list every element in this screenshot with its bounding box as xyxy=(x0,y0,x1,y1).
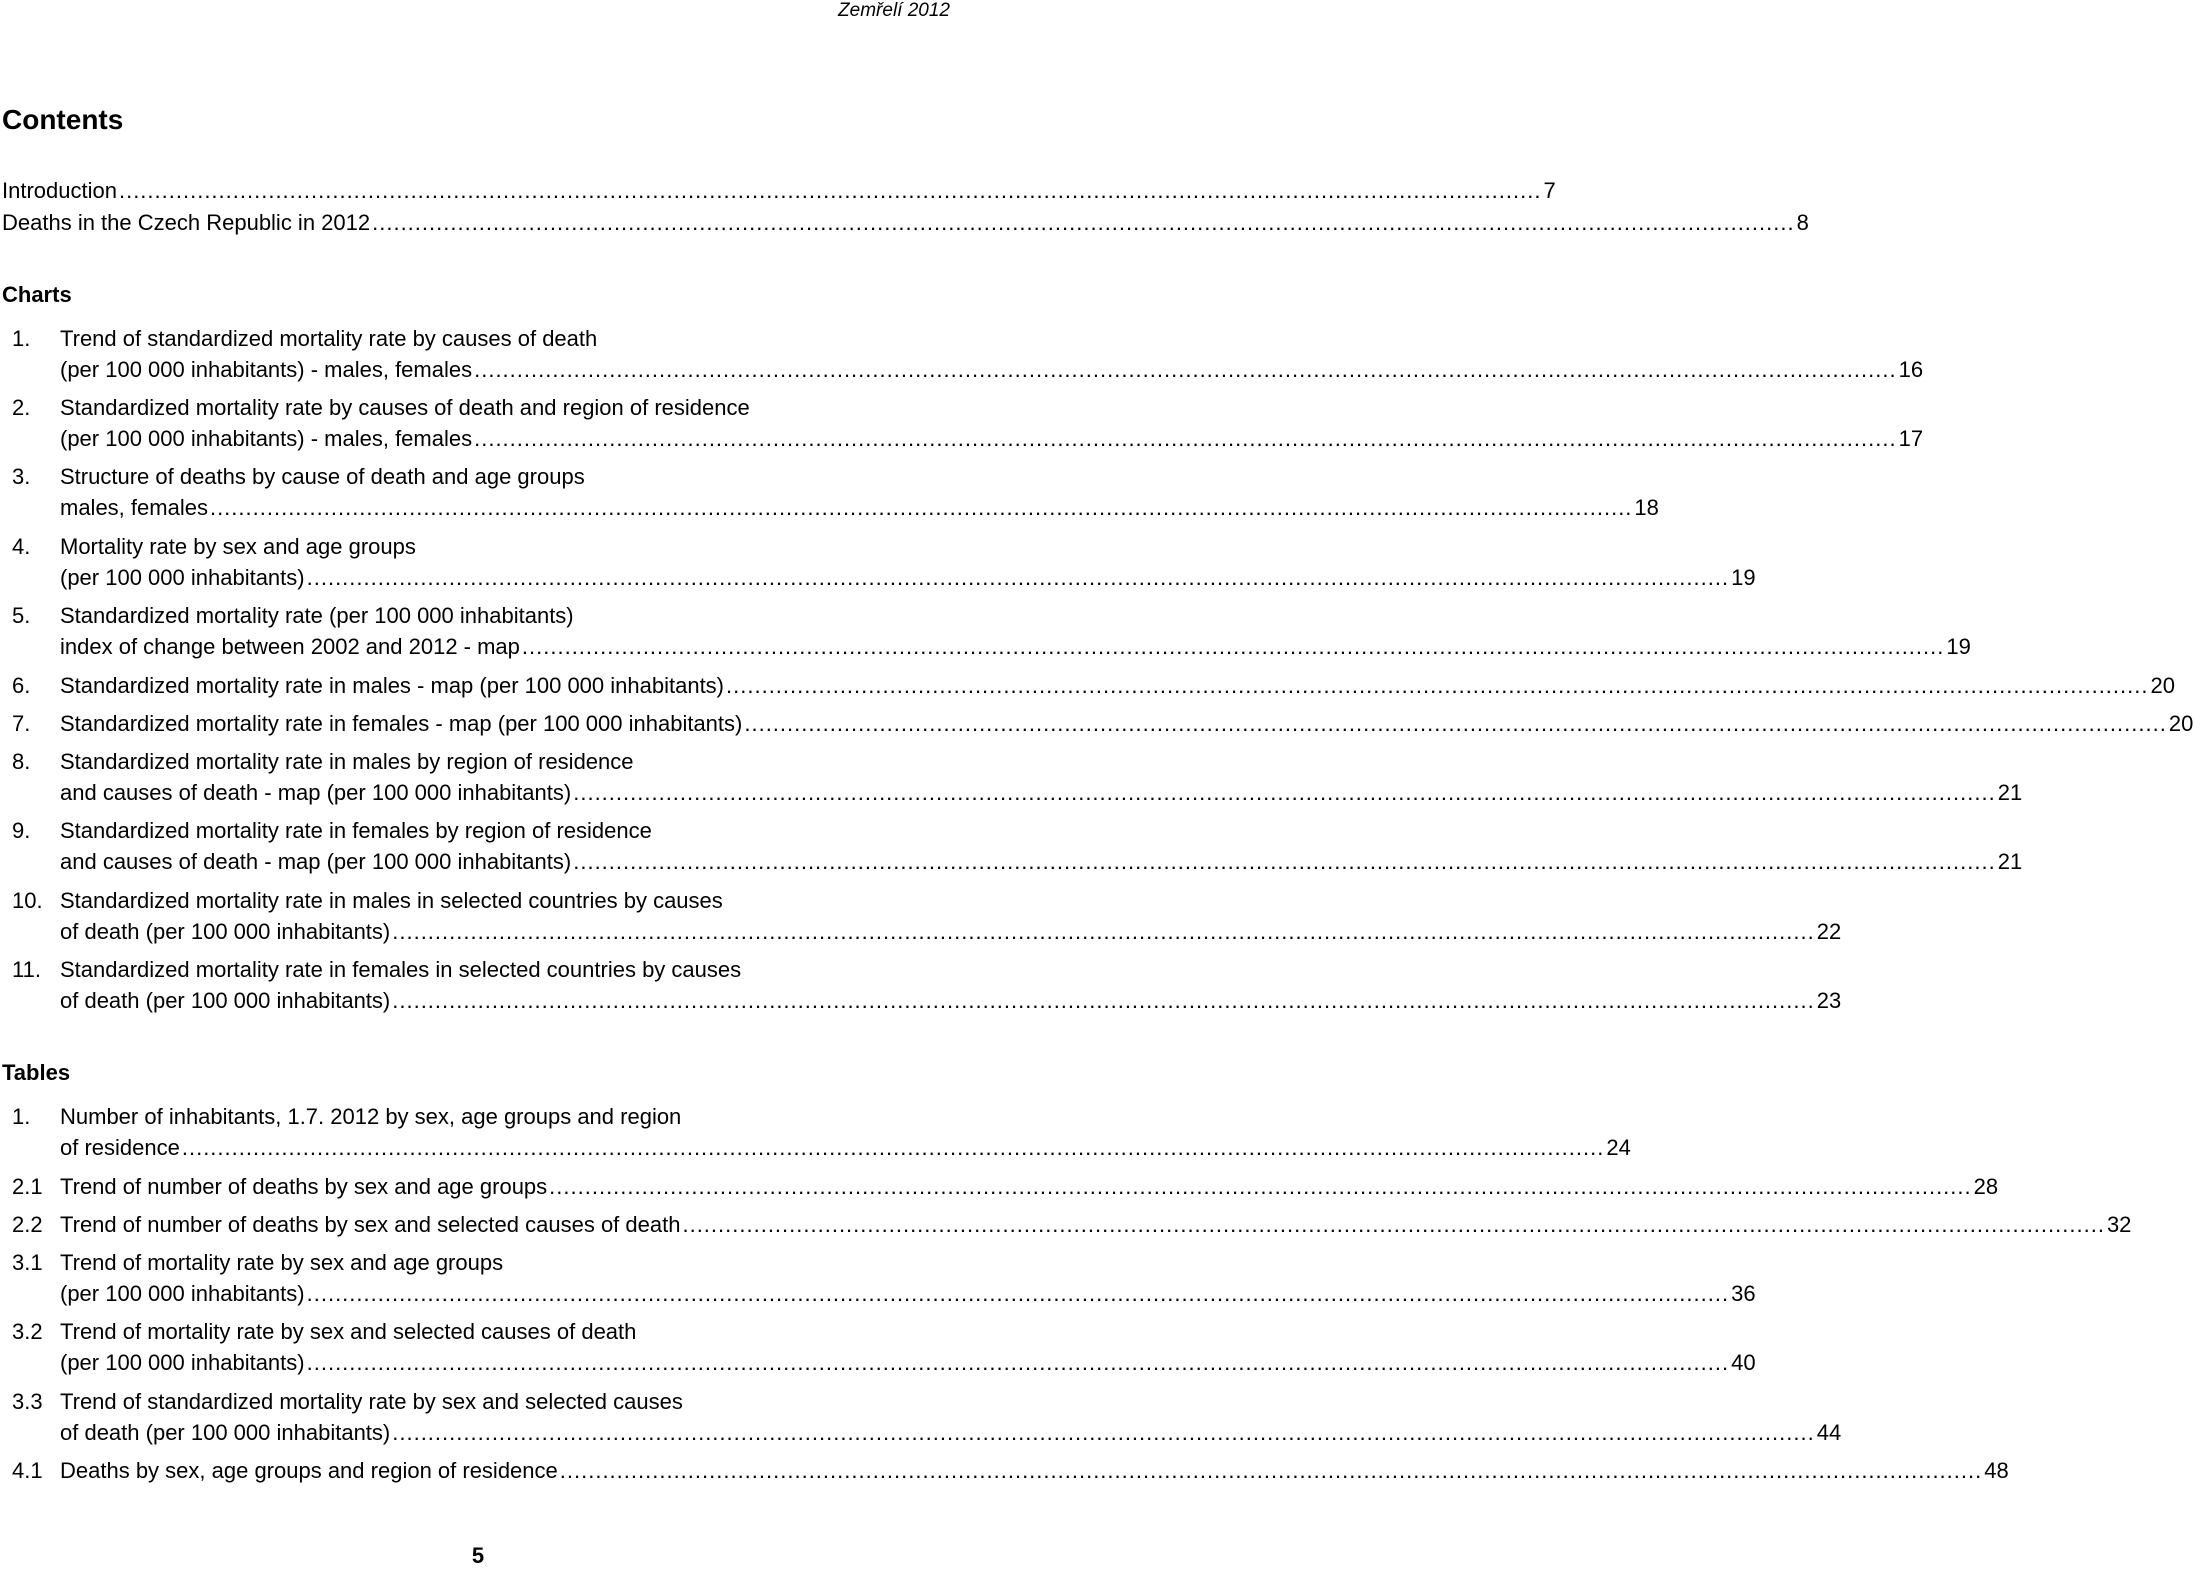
toc-entry-number: 2. xyxy=(12,395,31,420)
toc-entry-title: Standardized mortality rate in males - map (per 100 000 inhabitants) xyxy=(60,673,725,698)
toc-entry-page: 20 xyxy=(2168,711,2193,736)
toc-entry-line xyxy=(0,746,956,778)
toc-entry-title: (per 100 000 inhabitants) - males, females xyxy=(60,357,473,382)
dot-leader: ........................................................................................................................................................................................................ xyxy=(306,565,1730,590)
toc-entry-line xyxy=(0,815,956,847)
toc-entry-title: Number of inhabitants, 1.7. 2012 by sex, age groups and region xyxy=(60,1104,682,1129)
toc-entry-line xyxy=(0,354,1924,386)
toc-entry-title: and causes of death - map (per 100 000 inhabitants) xyxy=(60,780,572,805)
toc-entry-page: 40 xyxy=(1731,1350,1756,1375)
dot-leader: ........................................................................................................................................................................................................ xyxy=(372,210,1795,235)
toc-entry-number: 1. xyxy=(12,326,31,351)
page-title: Contents xyxy=(2,104,124,135)
toc-entry-number: 3. xyxy=(12,464,31,489)
toc-entry-line xyxy=(0,777,2023,809)
toc-entry-number: 1. xyxy=(12,1104,31,1129)
toc-entry-number: 5. xyxy=(12,603,31,628)
toc-entry-title: Standardized mortality rate in females by region of residence xyxy=(60,818,652,843)
dot-leader: ........................................................................................................................................................................................................ xyxy=(306,1281,1730,1306)
toc-entry-title: (per 100 000 inhabitants) xyxy=(60,1281,305,1306)
toc-entry-line xyxy=(0,954,956,986)
toc-entry-line xyxy=(0,1132,1631,1164)
toc-entry-title: Structure of deaths by cause of death and age groups xyxy=(60,464,585,489)
toc-entry-page: 32 xyxy=(2106,1212,2132,1237)
toc-entry-title: (per 100 000 inhabitants) xyxy=(60,565,305,590)
toc-entry-page: 7 xyxy=(1543,178,1556,203)
toc-entry-line xyxy=(0,708,2193,740)
toc-entry-title: (per 100 000 inhabitants) - males, females xyxy=(60,426,473,451)
toc-entry-title: Deaths in the Czech Republic in 2012 xyxy=(2,210,371,235)
toc-entry-title: Standardized mortality rate in females in selected countries by causes xyxy=(60,957,742,982)
toc-entry-number: 2.1 xyxy=(12,1174,43,1199)
toc-entry-title: Introduction xyxy=(2,178,117,203)
dot-leader: ........................................................................................................................................................................................................ xyxy=(549,1174,1972,1199)
toc-entry-line xyxy=(0,207,1809,239)
dot-leader: ........................................................................................................................................................................................................ xyxy=(573,849,1996,874)
toc-entry-number: 2.2 xyxy=(12,1212,43,1237)
toc-entry-line xyxy=(0,1417,1842,1449)
toc-entry-page: 48 xyxy=(1984,1458,2009,1483)
toc-entry-page: 17 xyxy=(1898,426,1924,451)
toc-entry-line xyxy=(0,531,956,563)
toc-entry-title: Trend of standardized mortality rate by causes of death xyxy=(60,326,598,351)
toc-entry-page: 24 xyxy=(1606,1135,1631,1160)
toc-entry-number: 3.2 xyxy=(12,1319,43,1344)
toc-entry-number: 10. xyxy=(12,888,43,913)
dot-leader: ........................................................................................................................................................................................................ xyxy=(392,988,1815,1013)
toc-entry-line xyxy=(0,670,2175,702)
toc-entry-page: 8 xyxy=(1796,210,1809,235)
tables-heading: Tables xyxy=(2,1060,71,1085)
toc-entry-title: Standardized mortality rate by causes of death and region of residence xyxy=(60,395,750,420)
toc-entry-title: Trend of mortality rate by sex and age groups xyxy=(60,1250,504,1275)
toc-entry-page: 22 xyxy=(1816,919,1842,944)
toc-entry-page: 44 xyxy=(1816,1420,1842,1445)
toc-entry-number: 8. xyxy=(12,749,31,774)
toc-entry-line xyxy=(0,985,1842,1017)
toc-entry-line xyxy=(0,1347,1756,1379)
dot-leader: ........................................................................................................................................................................................................ xyxy=(392,1420,1815,1445)
toc-entry-line xyxy=(0,423,1924,455)
toc-entry-line xyxy=(0,885,956,917)
toc-entry-title: Standardized mortality rate in males in selected countries by causes xyxy=(60,888,723,913)
dot-leader: ........................................................................................................................................................................................................ xyxy=(306,1350,1730,1375)
dot-leader: ........................................................................................................................................................................................................ xyxy=(521,634,1945,659)
running-header: Zemřelí 2012 xyxy=(838,0,950,21)
dot-leader: ........................................................................................................................................................................................................ xyxy=(573,780,1996,805)
toc-entry-page: 20 xyxy=(2150,673,2175,698)
dot-leader: ........................................................................................................................................................................................................ xyxy=(726,673,2149,698)
dot-leader: ........................................................................................................................................................................................................ xyxy=(682,1212,2105,1237)
toc-entry-number: 4.1 xyxy=(12,1458,43,1483)
toc-entry-number: 3.1 xyxy=(12,1250,43,1275)
toc-entry-line xyxy=(0,323,956,355)
toc-entry-title: Standardized mortality rate in females - map (per 100 000 inhabitants) xyxy=(60,711,743,736)
toc-entry-line xyxy=(0,1247,956,1279)
toc-entry-line xyxy=(0,1455,2009,1487)
toc-entry-line xyxy=(0,492,1659,524)
toc-entry-title: index of change between 2002 and 2012 - map xyxy=(60,634,520,659)
dot-leader: ........................................................................................................................................................................................................ xyxy=(118,178,1542,203)
toc-entry-line xyxy=(0,1101,956,1133)
toc-entry-page: 16 xyxy=(1898,357,1924,382)
toc-entry-page: 18 xyxy=(1634,495,1659,520)
toc-entry-title: Deaths by sex, age groups and region of residence xyxy=(60,1458,558,1483)
toc-entry-line xyxy=(0,1278,1756,1310)
toc-entry-line xyxy=(0,562,1756,594)
dot-leader: ........................................................................................................................................................................................................ xyxy=(209,495,1633,520)
toc-entry-title: and causes of death - map (per 100 000 inhabitants) xyxy=(60,849,572,874)
charts-heading: Charts xyxy=(2,282,72,307)
toc-entry-page: 23 xyxy=(1816,988,1842,1013)
toc-entry-page: 21 xyxy=(1997,780,2023,805)
toc-entry-title: of death (per 100 000 inhabitants) xyxy=(60,988,391,1013)
toc-entry-number: 9. xyxy=(12,818,31,843)
dot-leader: ........................................................................................................................................................................................................ xyxy=(474,426,1897,451)
toc-entry-title: of death (per 100 000 inhabitants) xyxy=(60,919,391,944)
toc-entry-line xyxy=(0,600,956,632)
toc-entry-title: males, females xyxy=(60,495,208,520)
toc-entry-title: Trend of standardized mortality rate by sex and selected causes xyxy=(60,1389,683,1414)
toc-entry-number: 4. xyxy=(12,534,31,559)
toc-entry-page: 36 xyxy=(1731,1281,1756,1306)
toc-entry-page: 21 xyxy=(1997,849,2023,874)
toc-entry-line xyxy=(0,392,956,424)
toc-entry-line xyxy=(0,175,1556,207)
toc-entry-number: 11. xyxy=(12,957,41,982)
toc-entry-title: Trend of number of deaths by sex and age groups xyxy=(60,1174,548,1199)
toc-entry-line xyxy=(0,846,2023,878)
toc-entry-number: 7. xyxy=(12,711,31,736)
dot-leader: ........................................................................................................................................................................................................ xyxy=(181,1135,1605,1160)
toc-entry-title: (per 100 000 inhabitants) xyxy=(60,1350,305,1375)
toc-entry-line xyxy=(0,1386,956,1418)
toc-entry-title: Standardized mortality rate in males by region of residence xyxy=(60,749,634,774)
dot-leader: ........................................................................................................................................................................................................ xyxy=(474,357,1897,382)
toc-entry-number: 6. xyxy=(12,673,31,698)
toc-entry-line xyxy=(0,461,956,493)
toc-entry-title: Trend of mortality rate by sex and selected causes of death xyxy=(60,1319,637,1344)
page-number: 5 xyxy=(471,1543,485,1568)
toc-entry-page: 28 xyxy=(1973,1174,1999,1199)
toc-entry-line xyxy=(0,1209,2132,1241)
toc-entry-title: Trend of number of deaths by sex and selected causes of death xyxy=(60,1212,681,1237)
toc-entry-title: of residence xyxy=(60,1135,180,1160)
toc-entry-line xyxy=(0,916,1842,948)
toc-entry-line xyxy=(0,631,1971,663)
toc-entry-page: 19 xyxy=(1946,634,1971,659)
dot-leader: ........................................................................................................................................................................................................ xyxy=(744,711,2167,736)
toc-entry-title: Mortality rate by sex and age groups xyxy=(60,534,416,559)
toc-entry-title: of death (per 100 000 inhabitants) xyxy=(60,1420,391,1445)
toc-entry-page: 19 xyxy=(1731,565,1756,590)
toc-entry-line xyxy=(0,1316,956,1348)
toc-entry-line xyxy=(0,1171,1999,1203)
toc-entry-number: 3.3 xyxy=(12,1389,43,1414)
dot-leader: ........................................................................................................................................................................................................ xyxy=(392,919,1815,944)
toc-entry-title: Standardized mortality rate (per 100 000 inhabitants) xyxy=(60,603,574,628)
dot-leader: ........................................................................................................................................................................................................ xyxy=(559,1458,1983,1483)
